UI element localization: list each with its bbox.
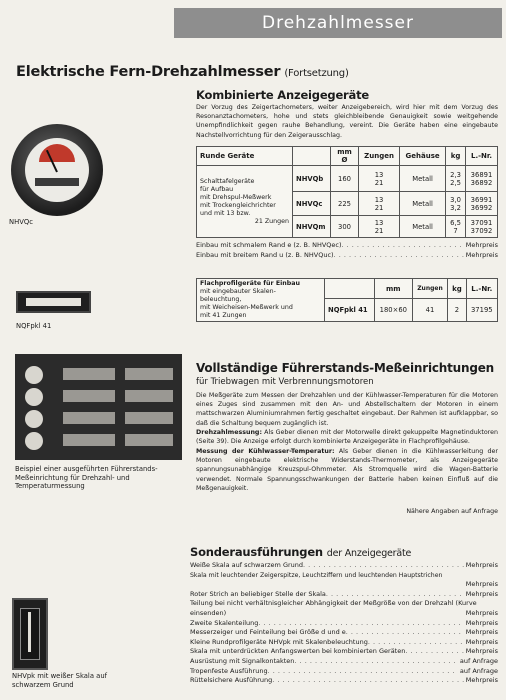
round-devices-table xyxy=(196,146,498,238)
gauge-slot xyxy=(125,368,173,380)
section-heading-sonderausfuehrungen xyxy=(190,545,411,559)
gauge-slot xyxy=(63,390,115,402)
gauge-slot xyxy=(125,390,173,402)
cell-kg: 2 xyxy=(448,299,466,322)
caption-nhvqc: NHVQc xyxy=(9,218,33,226)
drivers-cab-panel-illustration xyxy=(15,354,182,460)
list-item: Rüttelsichere Ausführung . . . Mehrpreis xyxy=(190,676,498,686)
nhvpk-pointer xyxy=(28,612,31,652)
round-gauge-illustration xyxy=(11,124,103,216)
list-item: Tropenfeste Ausführung . . . auf Anfrage xyxy=(190,667,498,677)
cell-kg: 2,3 2,5 xyxy=(446,166,466,192)
cell-kg: 3,0 3,2 xyxy=(446,192,466,216)
sonder-heading-text: Sonderausführungen xyxy=(190,545,323,559)
th-zungen: Zungen xyxy=(412,279,448,299)
section2-note: Nähere Angaben auf Anfrage xyxy=(406,508,498,515)
desc-line: mit 41 Zungen xyxy=(200,312,247,319)
cell-mm: 225 xyxy=(331,192,359,216)
table-header-row xyxy=(197,147,498,166)
desc-line: für Aufbau xyxy=(200,185,234,193)
cell-gehaeuse: Metall xyxy=(400,166,446,192)
switch-knob-icon xyxy=(25,432,43,450)
cell-mm: 300 xyxy=(331,216,359,238)
th-lnr: L.-Nr. xyxy=(465,147,497,166)
desc-line: mit eingebauter Skalen- xyxy=(200,288,276,295)
cell-lnr: 36891 36892 xyxy=(465,166,497,192)
cell-mm: 180×60 xyxy=(375,299,413,322)
cell-mm: 160 xyxy=(331,166,359,192)
list-item: Ausrüstung mit Signalkontakten . . . auf Anfrage xyxy=(190,657,498,667)
main-subtitle: (Fortsetzung) xyxy=(284,68,349,79)
caption-panel: Beispiel einer ausgeführten Führerstands-Meßeinrichtung für Drehzahl- und Temperaturmessung xyxy=(15,465,158,490)
switch-knob-icon xyxy=(25,366,43,384)
cell-lnr: 37091 37092 xyxy=(465,216,497,238)
cell-type: NHVQm xyxy=(293,216,331,238)
flat-profile-table xyxy=(196,278,498,322)
gauge-slot xyxy=(63,412,115,424)
section-heading-fuehrerstand: Vollständige Führerstands-Meßeinrichtungen xyxy=(196,361,495,375)
row-description xyxy=(197,166,293,238)
th-runde-geraete: Runde Geräte xyxy=(197,147,293,166)
th-zungen: Zungen xyxy=(359,147,400,166)
section-header-band xyxy=(174,8,502,38)
label-kuehlwasser: Messung der Kühlwasser-Temperatur: xyxy=(196,448,335,455)
label-drehzahlmessung: Drehzahlmessung: xyxy=(196,429,262,436)
desc-line: und mit 13 bzw. xyxy=(200,209,251,217)
mounting-extras xyxy=(196,241,498,260)
switch-knob-icon xyxy=(25,410,43,428)
special-options-list xyxy=(190,561,498,686)
th-kg: kg xyxy=(446,147,466,166)
header-title: Drehzahlmesser xyxy=(262,13,414,33)
main-title-text: Elektrische Fern-Drehzahlmesser xyxy=(16,64,281,80)
gauge-slot xyxy=(125,434,173,446)
desc-line: Schalttafelgeräte xyxy=(200,177,255,185)
caption-nhvpk: NHVpk mit weißer Skala auf schwarzem Grund xyxy=(12,672,108,689)
section2-paragraph3 xyxy=(196,447,498,493)
th-gehaeuse: Gehäuse xyxy=(400,147,446,166)
th-mm: mm Ø xyxy=(331,147,359,166)
cell-type: NQFpkl 41 xyxy=(325,299,375,322)
list-item: Einbau mit breitem Rand u (z. B. NHVQuc) . . . Mehrpreis xyxy=(196,251,498,261)
table-header-row xyxy=(197,279,498,299)
flat-profile-gauge-illustration xyxy=(16,291,91,313)
list-item: Roter Strich an beliebiger Stelle der Skala . . . Mehrpreis xyxy=(190,590,498,600)
cell-lnr: 36991 36992 xyxy=(465,192,497,216)
cell-kg: 6,5 7 xyxy=(446,216,466,238)
list-item: Teilung bei nicht verhältnisgleicher Abhängigkeit der Meßgröße von der Drehzahl (Kurve einsenden) Mehrpreis xyxy=(190,599,498,617)
section2-paragraph1: Die Meßgeräte zum Messen der Drehzahlen und der Kühlwasser-Temperaturen für die Motoren eines Zuges sind zusammen mit den An- und Abstellschaltern der Motoren in einem mattschwarzen Aluminiumrahmen fertig geschaltet eingebaut. Der Rahmen ist aufklappbar, so daß die Schaltung bequem zugänglich ist. xyxy=(196,392,498,427)
list-item: Messerzeiger und Feinteilung bei Größe d und e . . . Mehrpreis xyxy=(190,628,498,638)
text-kuehlwasser: Als Geber dienen in die Kühlwasserleitung der Motoren eingebaute elektrische Widerstands-Thermometer, als Anzeigegeräte spannungsunabhängige Kreuzspul-Ohmmeter. Als Stromquelle wird die Wagen-Batterie verwendet. Normale Spannungsschwankungen der Batterie haben keinen Einfluß auf die Meßgenauigkeit. xyxy=(196,448,498,492)
desc-line: 21 Zungen xyxy=(254,217,289,225)
gauge-reed-strip xyxy=(35,178,79,186)
desc-line: mit Drehspul-Meßwerk xyxy=(200,193,272,201)
switch-knob-icon xyxy=(25,388,43,406)
caption-nqfpkl: NQFpkl 41 xyxy=(16,322,52,330)
th-mm: mm xyxy=(375,279,413,299)
cell-gehaeuse: Metall xyxy=(400,192,446,216)
section1-paragraph: Der Vorzug des Zeigertachometers, weiter Anzeigebereich, wird hier mit dem Vorzug des Resonanztachometers, hohe und stets gleichbleibende Genauigkeit sowie weitgehende Unempfindlichkeit gegen rauhe Behandlung, vereint. Die Geräte haben eine eingebaute Nachstellvorrichtung für den Zeigerausschlag. xyxy=(196,104,498,139)
desc-line: mit Trockengleichrichter xyxy=(200,201,276,209)
cell-zungen: 41 xyxy=(412,299,448,322)
section2-paragraph2 xyxy=(196,428,498,446)
desc-line: mit Weicheisen-Meßwerk und xyxy=(200,304,293,311)
gauge-slot xyxy=(125,412,173,424)
switch-column xyxy=(21,364,49,454)
cell-zungen: 13 21 xyxy=(359,192,400,216)
th-lnr: L.-Nr. xyxy=(466,279,497,299)
th-kg: kg xyxy=(448,279,466,299)
cell-zungen: 13 21 xyxy=(359,166,400,192)
cell-gehaeuse: Metall xyxy=(400,216,446,238)
cell-type: NHVQc xyxy=(293,192,331,216)
nhvpk-gauge-illustration xyxy=(12,598,48,670)
gauge-slot xyxy=(63,368,115,380)
list-item: Einbau mit schmalem Rand e (z. B. NHVQec) . . . Mehrpreis xyxy=(196,241,498,251)
cell-lnr: 37195 xyxy=(466,299,497,322)
list-item: Zweite Skalenteilung . . . Mehrpreis xyxy=(190,619,498,629)
th-blank xyxy=(325,279,375,299)
th-type xyxy=(293,147,331,166)
list-item: Skala mit leuchtender Zeigerspitze, Leuchtziffern und leuchtenden Hauptstrichen Mehrpreis xyxy=(190,571,498,589)
gauge-slot xyxy=(63,434,115,446)
section2-subline: für Triebwagen mit Verbrennungsmotoren xyxy=(196,377,374,387)
page-title xyxy=(16,64,496,80)
section-heading-kombinierte: Kombinierte Anzeigegeräte xyxy=(196,88,369,102)
cell-type: NHVQb xyxy=(293,166,331,192)
sonder-subheading: der Anzeigegeräte xyxy=(326,548,412,559)
cell-zungen: 13 21 xyxy=(359,216,400,238)
profile-scale-window xyxy=(26,298,81,306)
desc-line: beleuchtung, xyxy=(200,296,242,303)
desc-line: Flachprofilgeräte für Einbau xyxy=(200,280,300,287)
list-item: Kleine Rundprofilgeräte NHVpk mit Skalenbeleuchtung . . . Mehrpreis xyxy=(190,638,498,648)
list-item: Weiße Skala auf schwarzem Grund . . . Mehrpreis xyxy=(190,561,498,571)
list-item: Skala mit unterdrückten Anfangswerten bei kombinierten Geräten . . . Mehrpreis xyxy=(190,647,498,657)
table-row xyxy=(197,166,498,192)
text-drehzahlmessung: Als Geber dienen mit der Motorwelle direkt gekuppelte Magnetinduktoren (Seite 39). Die Anzeige erfolgt durch kombinierte Anzeigegeräte in Flachprofilgehäuse. xyxy=(196,429,498,446)
flat-description xyxy=(197,279,325,322)
